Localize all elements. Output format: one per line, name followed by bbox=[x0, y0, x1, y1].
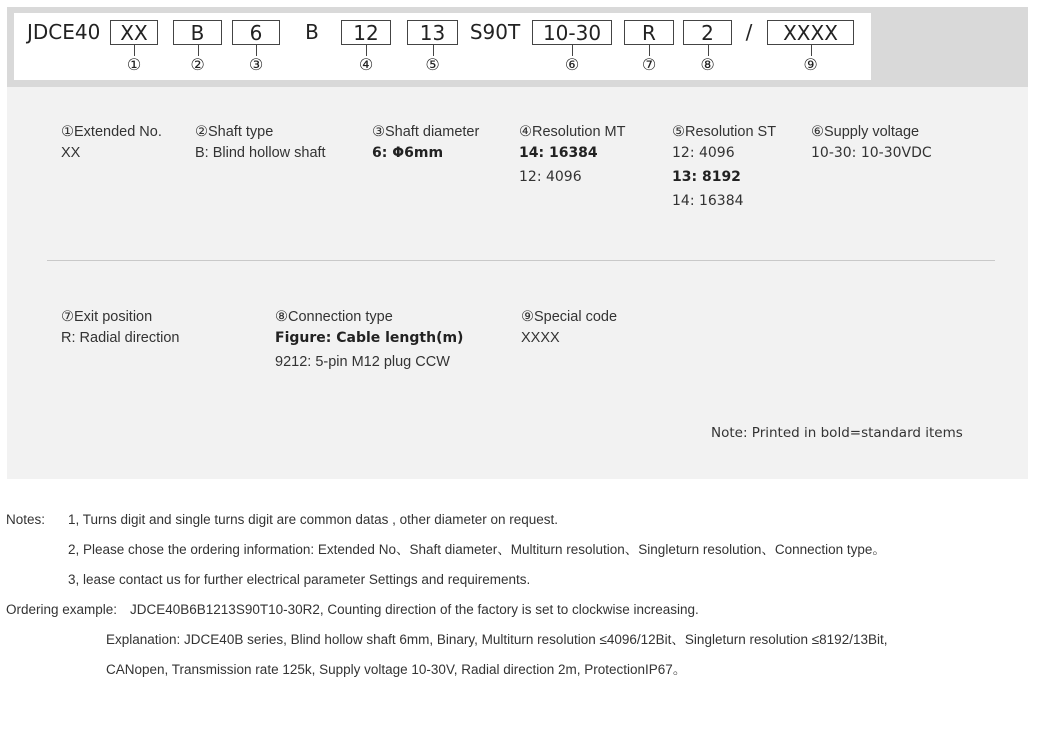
code-segment-value: XXXX bbox=[767, 20, 854, 45]
specification-panel bbox=[7, 87, 1028, 479]
order-code-panel bbox=[14, 13, 871, 80]
spec-heading: ⑧Connection type bbox=[275, 309, 393, 325]
spec-heading: ⑦Exit position bbox=[61, 309, 153, 325]
code-segment-value: 6 bbox=[232, 20, 280, 45]
code-segment-number: ④ bbox=[358, 55, 374, 74]
code-segment-shaft-diameter bbox=[232, 20, 280, 84]
spec-shaft-diameter bbox=[372, 123, 479, 165]
code-segment-value: B bbox=[305, 20, 319, 44]
code-segment-resolution-mt bbox=[341, 20, 391, 84]
code-segment-value: R bbox=[624, 20, 674, 45]
spec-option: 12: 4096 bbox=[672, 145, 735, 161]
code-segment-extended-no bbox=[110, 20, 158, 84]
spec-option: XXXX bbox=[521, 330, 560, 346]
code-segment-value: 2 bbox=[683, 20, 732, 45]
code-segment-number: ⑦ bbox=[641, 55, 657, 74]
spec-extended-no bbox=[61, 123, 162, 165]
code-segment-special-code bbox=[767, 20, 854, 84]
bold-legend-note: Note: Printed in bold=standard items bbox=[711, 425, 963, 441]
spec-supply-voltage bbox=[811, 123, 932, 165]
spec-heading: ⑥Supply voltage bbox=[811, 124, 920, 140]
explanation-line-2: CANopen, Transmission rate 125k, Supply voltage 10-30V, Radial direction 2m, ProtectionIP67。 bbox=[106, 662, 687, 677]
code-segment-number: ③ bbox=[248, 55, 264, 74]
spec-option-standard: 14: 16384 bbox=[519, 145, 598, 161]
code-prefix-text: JDCE40 bbox=[27, 20, 101, 44]
code-segment-connection-type bbox=[683, 20, 732, 84]
spec-option: 10-30: 10-30VDC bbox=[811, 145, 932, 161]
code-segment-value: 10-30 bbox=[532, 20, 612, 45]
spec-resolution-st bbox=[672, 123, 776, 213]
explanation-line-1: Explanation: JDCE40B series, Blind hollow shaft 6mm, Binary, Multiturn resolution ≤4096/12Bit、Singleturn resolution ≤8192/13Bit, bbox=[106, 632, 888, 647]
spec-option-standard: 13: 8192 bbox=[672, 169, 741, 185]
spec-heading: ⑤Resolution ST bbox=[672, 124, 777, 140]
spec-resolution-mt bbox=[519, 123, 625, 189]
spec-special-code bbox=[521, 308, 617, 350]
spec-option: B: Blind hollow shaft bbox=[195, 145, 326, 161]
spec-heading: ③Shaft diameter bbox=[372, 124, 480, 140]
spec-exit-position bbox=[61, 308, 179, 350]
spec-option: 12: 4096 bbox=[519, 169, 582, 185]
section-divider bbox=[47, 260, 995, 261]
code-segment-value: / bbox=[745, 20, 753, 44]
spec-heading: ①Extended No. bbox=[61, 124, 162, 140]
note-line-1: 1, Turns digit and single turns digit are common datas , other diameter on request. bbox=[68, 512, 559, 527]
code-segment-resolution-st bbox=[407, 20, 458, 84]
spec-option-standard: 6: Φ6mm bbox=[372, 145, 444, 161]
code-segment-slash bbox=[738, 20, 760, 84]
spec-option: 14: 16384 bbox=[672, 193, 744, 209]
code-segment-value: S90T bbox=[469, 20, 521, 44]
code-prefix bbox=[27, 20, 107, 84]
spec-option: 9212: 5-pin M12 plug CCW bbox=[275, 354, 450, 370]
code-segment-exit-position bbox=[624, 20, 674, 84]
code-segment-number: ① bbox=[126, 55, 142, 74]
code-segment-shaft-type bbox=[173, 20, 222, 84]
code-segment-fixed-b bbox=[301, 20, 323, 84]
note-line-3: 3, lease contact us for further electrical parameter Settings and requirements. bbox=[68, 572, 531, 587]
code-segment-number: ⑥ bbox=[564, 55, 580, 74]
spec-option: R: Radial direction bbox=[61, 330, 180, 346]
note-line-2: 2, Please chose the ordering information: Extended No、Shaft diameter、Multiturn resolution、Singleturn resolution、Connection type。 bbox=[68, 542, 886, 557]
spec-shaft-type bbox=[195, 123, 326, 165]
ordering-example-label: Ordering example: bbox=[6, 602, 118, 617]
spec-option: XX bbox=[61, 145, 81, 161]
order-code-bar bbox=[7, 7, 1028, 87]
spec-heading: ⑨Special code bbox=[521, 309, 618, 325]
code-segment-supply-voltage bbox=[532, 20, 612, 84]
code-segment-number: ⑤ bbox=[425, 55, 440, 74]
code-segment-value: 12 bbox=[341, 20, 391, 45]
spec-heading: ④Resolution MT bbox=[519, 124, 626, 140]
code-segment-value: 13 bbox=[407, 20, 458, 45]
spec-heading: ②Shaft type bbox=[195, 124, 274, 140]
code-segment-fixed-s90t bbox=[465, 20, 525, 84]
code-segment-number: ⑨ bbox=[803, 55, 818, 74]
code-segment-number: ② bbox=[190, 55, 205, 74]
code-segment-value: B bbox=[173, 20, 222, 45]
spec-option-standard: Figure: Cable length(m) bbox=[275, 330, 464, 346]
ordering-example-text: JDCE40B6B1213S90T10-30R2, Counting direction of the factory is set to clockwise increasing. bbox=[130, 602, 699, 617]
code-segment-value: XX bbox=[110, 20, 158, 45]
code-segment-number: ⑧ bbox=[700, 55, 715, 74]
spec-connection-type bbox=[275, 308, 463, 374]
notes-label: Notes: bbox=[6, 512, 46, 527]
